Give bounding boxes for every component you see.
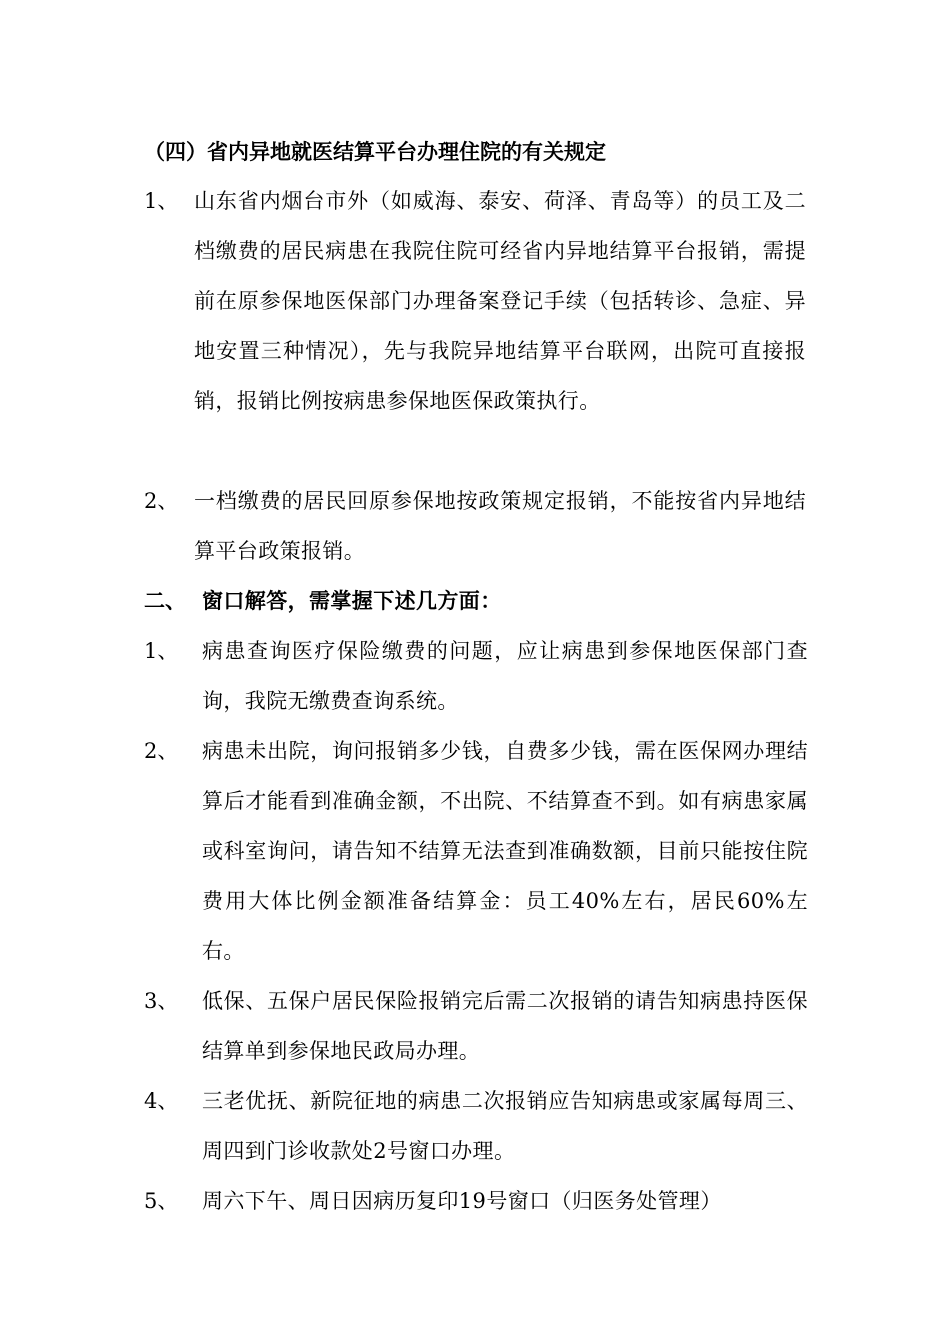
item-text: 病患未出院，询问报销多少钱，自费多少钱，需在医保网办理结算后才能看到准确金额，不出院、不结算查不到。如有病患家属或科室询问，请告知不结算无法查到准确数额，目前只能按住院费用大体比例金额准备结算金：员工40%左右，居民60%左右。 [202, 739, 808, 963]
section-title: 窗口解答，需掌握下述几方面： [202, 588, 502, 613]
section-4-heading: （四）省内异地就医结算平台办理住院的有关规定 [144, 139, 606, 164]
item-number: 1、 [144, 639, 179, 663]
item-number: 2、 [144, 489, 179, 513]
item-number: 4、 [144, 1089, 179, 1113]
item-number: 2、 [144, 739, 179, 763]
item-text: 周六下午、周日因病历复印19号窗口（归医务处管理） [202, 1189, 722, 1213]
item-number: 1、 [144, 189, 179, 213]
item-text: 低保、五保户居民保险报销完后需二次报销的请告知病患持医保结算单到参保地民政局办理。 [202, 989, 808, 1063]
item-number: 3、 [144, 989, 179, 1013]
item-text: 一档缴费的居民回原参保地按政策规定报销，不能按省内异地结算平台政策报销。 [194, 489, 806, 563]
section-number: 二、 [144, 588, 186, 613]
item-text: 三老优抚、新院征地的病患二次报销应告知病患或家属每周三、周四到门诊收款处2号窗口办理。 [202, 1089, 808, 1163]
item-text: 病患查询医疗保险缴费的问题，应让病患到参保地医保部门查询，我院无缴费查询系统。 [202, 639, 808, 713]
item-text: 山东省内烟台市外（如威海、泰安、荷泽、青岛等）的员工及二档缴费的居民病患在我院住院可经省内异地结算平台报销，需提前在原参保地医保部门办理备案登记手续（包括转诊、急症、异地安置三种情况），先与我院异地结算平台联网，出院可直接报销，报销比例按病患参保地医保政策执行。 [194, 189, 806, 413]
item-number: 5、 [144, 1189, 179, 1213]
